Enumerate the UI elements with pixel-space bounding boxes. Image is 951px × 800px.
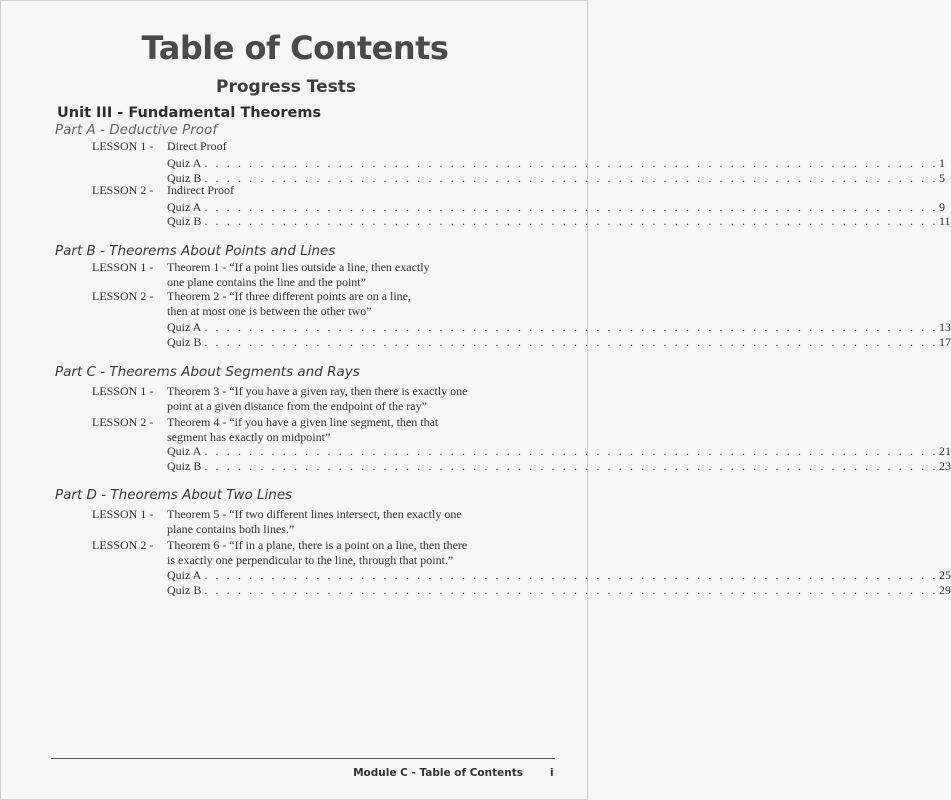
toc-entry-quiz[interactable]: Quiz B . . . . . . . . . . . . . . . . . . . . . . . . . . . . . . . . . . . . . . . . . . . . . . . . . . . . . . . . . . . . . . . . . . 23 <box>167 459 951 473</box>
part-b-lesson-1-title: Theorem 1 - “If a point lies outside a line, then exactly one plane contains the line and the point” <box>167 260 430 289</box>
toc-entry-quiz[interactable]: Quiz A . . . . . . . . . . . . . . . . . . . . . . . . . . . . . . . . . . . . . . . . . . . . . . . . . . . . . . . . . . . . . . . . . . 1 <box>167 156 945 170</box>
part-c-lesson-1-label: LESSON 1 - <box>92 384 154 398</box>
part-a-lesson-2-label: LESSON 2 - <box>92 183 154 197</box>
toc-entry-quiz[interactable]: Quiz B . . . . . . . . . . . . . . . . . . . . . . . . . . . . . . . . . . . . . . . . . . . . . . . . . . . . . . . . . . . . . . . . . . 11 <box>167 214 951 228</box>
part-a-lesson-1-label: LESSON 1 - <box>92 139 154 153</box>
part-a-lesson-1-title: Direct Proof <box>167 139 227 153</box>
part-b-lesson-1-label: LESSON 1 - <box>92 260 154 274</box>
toc-entry-quiz[interactable]: Quiz B . . . . . . . . . . . . . . . . . . . . . . . . . . . . . . . . . . . . . . . . . . . . . . . . . . . . . . . . . . . . . . . . . . 5 <box>167 171 945 185</box>
footer-divider <box>51 758 555 759</box>
toc-entry-quiz[interactable]: Quiz B . . . . . . . . . . . . . . . . . . . . . . . . . . . . . . . . . . . . . . . . . . . . . . . . . . . . . . . . . . . . . . . . . . 29 <box>167 583 951 597</box>
part-c-lesson-2-label: LESSON 2 - <box>92 415 154 429</box>
part-a-heading: Part A - Deductive Proof <box>55 122 218 138</box>
part-b-heading: Part B - Theorems About Points and Lines <box>55 243 336 259</box>
part-b-lesson-2-label: LESSON 2 - <box>92 289 154 303</box>
part-d-heading: Part D - Theorems About Two Lines <box>55 487 293 503</box>
part-a-lesson-2-title: Indirect Proof <box>167 183 234 197</box>
page-subtitle: Progress Tests <box>216 77 356 97</box>
toc-entry-quiz[interactable]: Quiz B . . . . . . . . . . . . . . . . . . . . . . . . . . . . . . . . . . . . . . . . . . . . . . . . . . . . . . . . . . . . . . . . . . 17 <box>167 335 951 349</box>
footer-label: Module C - Table of Contents <box>353 767 523 779</box>
part-c-lesson-2-title: Theorem 4 - “if you have a given line segment, then that segment has exactly on midpoint” <box>167 415 439 444</box>
toc-entry-quiz[interactable]: Quiz A . . . . . . . . . . . . . . . . . . . . . . . . . . . . . . . . . . . . . . . . . . . . . . . . . . . . . . . . . . . . . . . . . . 9 <box>167 200 945 214</box>
toc-entry-quiz[interactable]: Quiz A . . . . . . . . . . . . . . . . . . . . . . . . . . . . . . . . . . . . . . . . . . . . . . . . . . . . . . . . . . . . . . . . . . 21 <box>167 444 951 458</box>
toc-entry-quiz[interactable]: Quiz A . . . . . . . . . . . . . . . . . . . . . . . . . . . . . . . . . . . . . . . . . . . . . . . . . . . . . . . . . . . . . . . . . . 25 <box>167 568 951 582</box>
part-c-lesson-1-title: Theorem 3 - “If you have a given ray, then there is exactly one point at a given distance from the endpoint of the ray” <box>167 384 468 413</box>
part-d-lesson-1-title: Theorem 5 - “If two different lines intersect, then exactly one plane contains both lines.” <box>167 507 462 536</box>
part-c-heading: Part C - Theorems About Segments and Rays <box>55 364 360 380</box>
page-title: Table of Contents <box>141 29 449 67</box>
part-d-lesson-2-label: LESSON 2 - <box>92 538 154 552</box>
unit-heading: Unit III - Fundamental Theorems <box>57 105 322 121</box>
part-d-lesson-1-label: LESSON 1 - <box>92 507 154 521</box>
part-b-lesson-2-title: Theorem 2 - “If three different points are on a line, then at most one is between the other two” <box>167 289 412 318</box>
part-d-lesson-2-title: Theorem 6 - “If in a plane, there is a point on a line, then there is exactly one perpendicular to the line, through that point.” <box>167 538 468 567</box>
page-number: i <box>550 767 554 779</box>
toc-entry-quiz[interactable]: Quiz A . . . . . . . . . . . . . . . . . . . . . . . . . . . . . . . . . . . . . . . . . . . . . . . . . . . . . . . . . . . . . . . . . . 13 <box>167 320 951 334</box>
